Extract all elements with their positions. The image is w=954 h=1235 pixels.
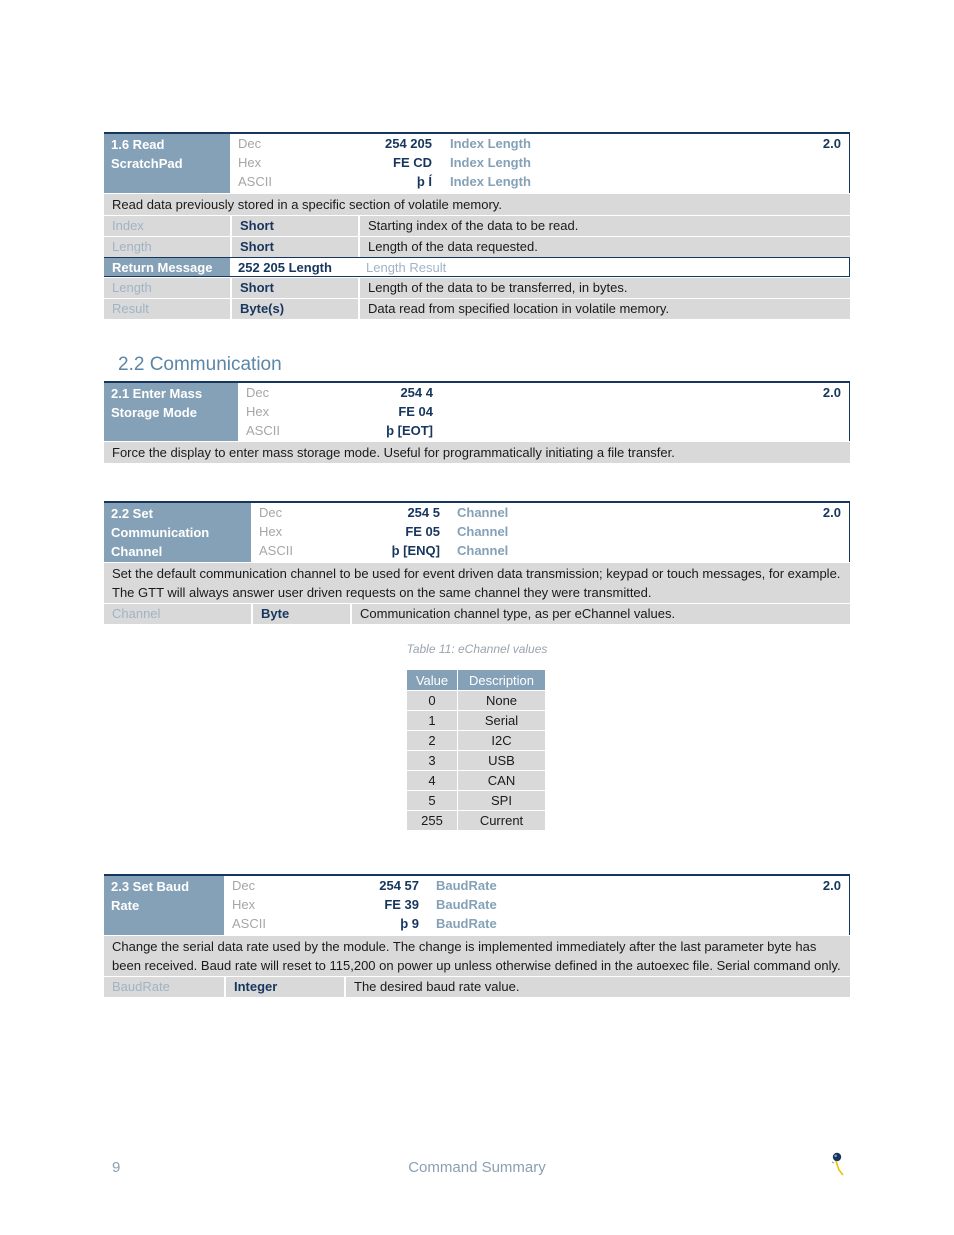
table-cell: I2C	[458, 731, 546, 751]
code-param: Index Length	[450, 174, 531, 189]
column-header: Description	[458, 670, 546, 691]
command-block-set-communication-channel	[104, 501, 850, 624]
version: 2.0	[822, 385, 841, 400]
param-name: Result	[104, 299, 230, 319]
command-codes	[224, 876, 849, 935]
table-caption: Table 11: eChannel values	[406, 642, 548, 656]
param-row	[104, 236, 850, 257]
param-row	[104, 277, 850, 298]
column-header: Value	[407, 670, 458, 691]
command-description: Read data previously stored in a specific section of volatile memory.	[104, 193, 850, 215]
version: 2.0	[822, 136, 841, 151]
command-block-set-baud-rate	[104, 874, 850, 997]
param-row	[104, 298, 850, 319]
code-param: BaudRate	[436, 916, 497, 931]
param-name: Index	[104, 216, 230, 236]
table-cell: 0	[407, 691, 458, 711]
table-header-row	[407, 670, 546, 691]
code-label: ASCII	[232, 916, 266, 931]
command-block-read-scratchpad	[104, 132, 850, 319]
param-type: Integer	[224, 977, 344, 997]
param-row	[104, 603, 850, 624]
logo-icon	[826, 1150, 846, 1176]
param-type: Byte	[251, 604, 350, 624]
echannel-table	[406, 669, 546, 831]
table-cell: 255	[407, 811, 458, 831]
table-row	[407, 791, 546, 811]
command-header	[104, 381, 850, 441]
code-param: BaudRate	[436, 878, 497, 893]
param-name: Length	[104, 237, 230, 257]
command-description: Change the serial data rate used by the module. The change is implemented immediately after the last parameter byte has been received. Baud rate will reset to 115,200 on power up unless otherwise defined in the autoexec file. Serial command only.	[104, 935, 850, 976]
code-label: Hex	[232, 897, 256, 912]
table-cell: 4	[407, 771, 458, 791]
param-row	[104, 976, 850, 997]
param-type: Short	[230, 278, 358, 298]
table-cell: 2	[407, 731, 458, 751]
param-desc: Length of the data to be transferred, in bytes.	[358, 278, 850, 298]
table-cell: Current	[458, 811, 546, 831]
code-label: ASCII	[246, 423, 280, 438]
param-desc: Data read from specified location in volatile memory.	[358, 299, 850, 319]
param-type: Short	[230, 237, 358, 257]
table-cell: 1	[407, 711, 458, 731]
command-codes	[230, 134, 849, 193]
code-label: ASCII	[238, 174, 272, 189]
table-row	[407, 731, 546, 751]
table-cell: 5	[407, 791, 458, 811]
code-value: 254 205	[385, 136, 432, 151]
command-codes	[238, 383, 849, 441]
command-description: Force the display to enter mass storage mode. Useful for programmatically initiating a file transfer.	[104, 441, 850, 463]
command-codes	[251, 503, 849, 562]
command-header	[104, 874, 850, 935]
code-label: ASCII	[259, 543, 293, 558]
code-param: Channel	[457, 505, 509, 520]
code-value: 254 5	[407, 505, 440, 520]
return-param: Length Result	[366, 260, 447, 275]
code-param: BaudRate	[436, 897, 497, 912]
footer-title: Command Summary	[408, 1159, 546, 1176]
table-row	[407, 751, 546, 771]
code-label: Hex	[246, 404, 270, 419]
param-desc: Starting index of the data to be read.	[358, 216, 850, 236]
return-message-row	[104, 257, 850, 277]
code-value: 254 57	[379, 878, 419, 893]
table-cell: CAN	[458, 771, 546, 791]
param-type: Byte(s)	[230, 299, 358, 319]
table-cell: 3	[407, 751, 458, 771]
code-value: FE 04	[398, 404, 433, 419]
return-label: Return Message	[104, 258, 230, 276]
command-title: 2.1 Enter Mass Storage Mode	[104, 383, 238, 441]
param-row	[104, 215, 850, 236]
command-title: 1.6 Read ScratchPad	[104, 134, 230, 193]
code-value: FE CD	[393, 155, 432, 170]
code-param: Channel	[457, 543, 509, 558]
table-cell: USB	[458, 751, 546, 771]
param-desc: Length of the data requested.	[358, 237, 850, 257]
command-title: 2.2 Set Communication Channel	[104, 503, 251, 562]
code-param: Index Length	[450, 155, 531, 170]
param-name: BaudRate	[104, 977, 224, 997]
code-value: þ Í	[416, 174, 432, 189]
code-label: Hex	[238, 155, 262, 170]
table-row	[407, 811, 546, 831]
command-block-enter-mass-storage	[104, 381, 850, 463]
return-value: 252 205 Length	[238, 260, 332, 275]
code-value: FE 39	[384, 897, 419, 912]
code-param: Index Length	[450, 136, 531, 151]
code-label: Dec	[246, 385, 270, 400]
param-name: Length	[104, 278, 230, 298]
code-label: Hex	[259, 524, 283, 539]
table-row	[407, 691, 546, 711]
code-value: þ [EOT]	[386, 423, 433, 438]
code-value: þ [ENQ]	[391, 543, 440, 558]
code-label: Dec	[232, 878, 256, 893]
param-type: Short	[230, 216, 358, 236]
code-value: þ 9	[400, 916, 419, 931]
version: 2.0	[822, 878, 841, 893]
command-description: Set the default communication channel to be used for event driven data transmission; keypad or touch messages, for example. The GTT will always answer user driven requests on the same channel they were transmitted.	[104, 562, 850, 603]
command-header	[104, 132, 850, 193]
code-label: Dec	[259, 505, 283, 520]
page-number: 9	[112, 1159, 121, 1176]
table-cell: None	[458, 691, 546, 711]
table-row	[407, 771, 546, 791]
code-param: Channel	[457, 524, 509, 539]
code-label: Dec	[238, 136, 262, 151]
section-heading: 2.2 Communication	[118, 354, 282, 375]
command-title: 2.3 Set Baud Rate	[104, 876, 224, 935]
param-desc: The desired baud rate value.	[344, 977, 850, 997]
table-cell: Serial	[458, 711, 546, 731]
param-desc: Communication channel type, as per eChannel values.	[350, 604, 850, 624]
param-name: Channel	[104, 604, 251, 624]
version: 2.0	[822, 505, 841, 520]
command-header	[104, 501, 850, 562]
code-value: 254 4	[400, 385, 433, 400]
code-value: FE 05	[405, 524, 440, 539]
table-row	[407, 711, 546, 731]
table-cell: SPI	[458, 791, 546, 811]
